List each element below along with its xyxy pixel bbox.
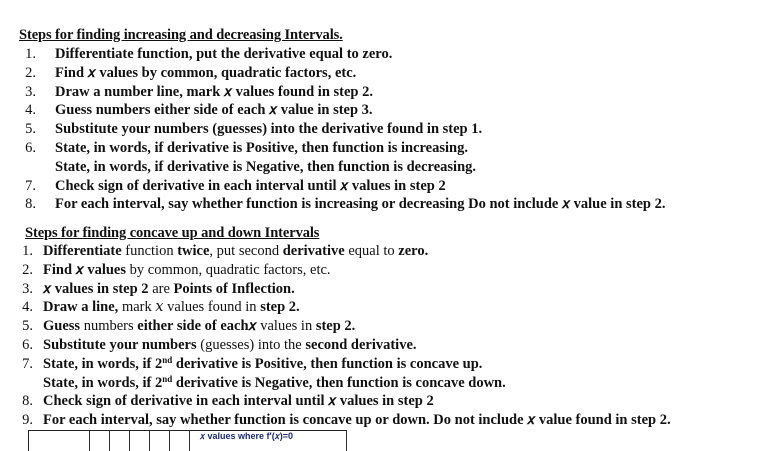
step-text: Check sign of derivative in each interval until 𝑥 values in step 2 [43, 393, 434, 410]
step-text: Find 𝑥 values by common, quadratic factors, etc. [55, 64, 357, 81]
table-cell [149, 431, 170, 451]
step-number: 6. [25, 139, 36, 156]
step-text: For each interval, say whether function is concave up or down. Do not include 𝑥 value found in step 2. [43, 412, 671, 429]
table-cell [169, 431, 190, 451]
step-number: 6. [22, 336, 33, 353]
table-cell [109, 431, 130, 451]
step-text: Guess numbers either side of each𝑥 values in step 2. [43, 318, 356, 335]
step-text: State, in words, if derivative is Negative, then function is decreasing. [55, 158, 477, 175]
step-text: Check sign of derivative in each interval until 𝑥 values in step 2 [55, 177, 446, 194]
step-text: State, in words, if 2nd derivative is Negative, then function is concave down. [43, 373, 506, 391]
section2-title: Steps for finding concave up and down Intervals [25, 225, 320, 241]
step-number: 3. [22, 280, 33, 297]
table-caption: 𝑥 values where f′(𝑥)=0 [200, 431, 293, 441]
step-text: Substitute your numbers (guesses) into the second derivative. [43, 336, 417, 353]
section1-title: Steps for finding increasing and decreasing Intervals. [19, 27, 343, 43]
step-number: 5. [25, 121, 36, 138]
step-number: 5. [22, 318, 33, 335]
step-number: 2. [22, 261, 33, 278]
step-number: 9. [22, 412, 33, 429]
step-number: 8. [25, 196, 36, 213]
step-number: 4. [25, 102, 36, 119]
step-text: 𝑥 values in step 2 are Points of Inflection. [43, 280, 295, 297]
table-cell [129, 431, 150, 451]
step-number: 4. [22, 299, 33, 316]
table-cell [29, 431, 90, 451]
step-text: Guess numbers either side of each 𝑥 value in step 3. [55, 102, 373, 119]
step-text: Differentiate function twice, put second derivative equal to zero. [43, 243, 429, 259]
step-text: Find 𝑥 values by common, quadratic factors, etc. [43, 261, 331, 278]
step-text: State, in words, if derivative is Positive, then function is increasing. [55, 139, 468, 156]
step-text: Draw a number line, mark 𝑥 values found in step 2. [55, 83, 373, 100]
step-number: 2. [25, 64, 36, 81]
table-cell [89, 431, 110, 451]
step-text: Draw a line, mark 𝑥 values found in step 2. [43, 299, 300, 316]
step-number: 1. [25, 46, 36, 62]
step-text: Substitute your numbers (guesses) into the derivative found in step 1. [55, 121, 483, 138]
step-number: 3. [25, 83, 36, 100]
step-text: Differentiate function, put the derivative equal to zero. [55, 46, 393, 62]
step-number: 7. [22, 355, 33, 372]
step-number: 8. [22, 393, 33, 410]
step-text: State, in words, if 2nd derivative is Positive, then function is concave up. [43, 354, 483, 372]
step-text: For each interval, say whether function is increasing or decreasing Do not include 𝑥 value in step 2. [55, 196, 666, 213]
step-number: 7. [25, 177, 36, 194]
step-number: 1. [22, 243, 33, 259]
